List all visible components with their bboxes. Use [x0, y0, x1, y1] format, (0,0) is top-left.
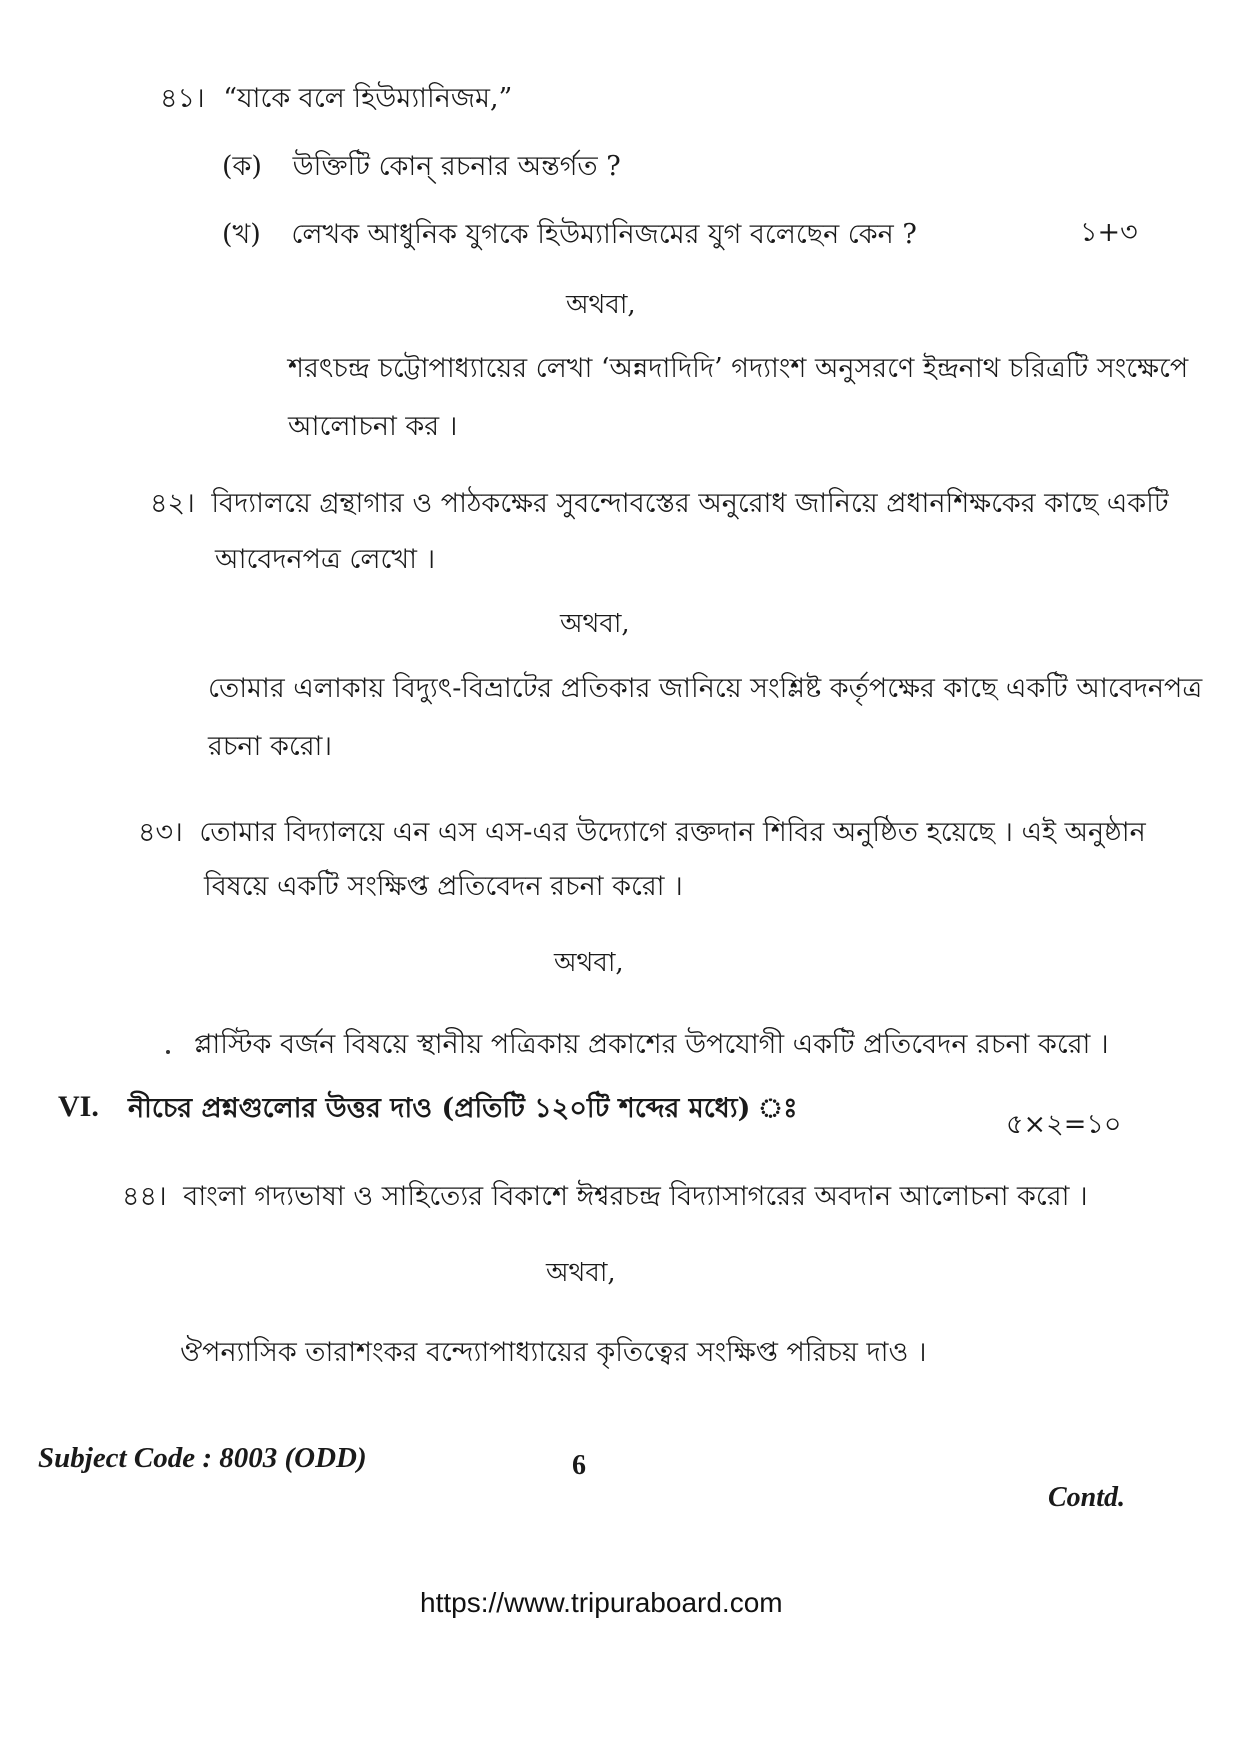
section-label: VI.: [58, 1090, 99, 1123]
question-number: ৪৩।: [138, 817, 183, 848]
section-marks: ৫×২=১০: [1006, 1109, 1122, 1140]
or-separator: অথবা,: [554, 948, 624, 978]
alternative-question-line: আলোচনা কর ।: [288, 411, 458, 442]
question-text-line: বিষয়ে একটি সংক্ষিপ্ত প্রতিবেদন রচনা করো ।: [204, 871, 683, 902]
or-separator: অথবা,: [560, 609, 630, 639]
question-quote: “যাকে বলে হিউম্যানিজম,”: [223, 83, 513, 114]
sub-question-label: (ক): [222, 151, 262, 182]
or-separator: অথবা,: [546, 1258, 616, 1288]
question-43: [138, 816, 1146, 850]
sub-question-a: [222, 150, 621, 184]
or-separator: অথবা,: [566, 290, 636, 320]
sub-question-text: উক্তিটি কোন্ রচনার অন্তর্গত ?: [292, 151, 621, 182]
question-text-line: আবেদনপত্র লেখো ।: [215, 544, 436, 575]
subject-code: Subject Code : 8003 (ODD): [38, 1442, 367, 1474]
question-41: [160, 82, 512, 116]
sub-question-b: [222, 218, 917, 252]
question-text: বাংলা গদ্যভাষা ও সাহিত্যের বিকাশে ঈশ্বরচন্দ্র বিদ্যাসাগরের অবদান আলোচনা করো ।: [183, 1181, 1088, 1212]
sub-question-label: (খ): [222, 219, 261, 250]
marks: ১+৩: [1080, 217, 1138, 248]
question-text: বিদ্যালয়ে গ্রন্থাগার ও পাঠকক্ষের সুবন্দোবস্তের অনুরোধ জানিয়ে প্রধানশিক্ষকের কাছে একটি: [211, 488, 1169, 519]
question-number: ৪২।: [150, 488, 195, 519]
alternative-question-line: ঔপন্যাসিক তারাশংকর বন্দ্যোপাধ্যায়ের কৃতিত্বের সংক্ষিপ্ত পরিচয় দাও ।: [180, 1337, 927, 1368]
alternative-question-line: রচনা করো।: [208, 731, 333, 762]
question-42: [150, 487, 1169, 521]
question-number: ৪৪।: [122, 1181, 167, 1212]
page-number: 6: [572, 1450, 586, 1481]
section-instruction: নীচের প্রশ্নগুলোর উত্তর দাও (প্রতিটি ১২০টি শব্দের মধ্যে) ঃ: [128, 1093, 798, 1124]
continued-label: Contd.: [1048, 1482, 1126, 1513]
website-url[interactable]: https://www.tripuraboard.com: [420, 1587, 783, 1618]
speck: [166, 1050, 170, 1054]
alternative-question-line: তোমার এলাকায় বিদ্যুৎ-বিভ্রাটের প্রতিকার জানিয়ে সংশ্লিষ্ট কর্তৃপক্ষের কাছে একটি আবেদনপত্র: [208, 673, 1203, 704]
question-text: তোমার বিদ্যালয়ে এন এস এস-এর উদ্যোগে রক্তদান শিবির অনুষ্ঠিত হয়েছে । এই অনুষ্ঠান: [199, 817, 1146, 848]
question-number: ৪১।: [160, 83, 205, 114]
question-44: [122, 1180, 1088, 1214]
sub-question-text: লেখক আধুনিক যুগকে হিউম্যানিজমের যুগ বলেছেন কেন ?: [291, 219, 917, 250]
alternative-question-line: প্লাস্টিক বর্জন বিষয়ে স্থানীয় পত্রিকায় প্রকাশের উপযোগী একটি প্রতিবেদন রচনা করো ।: [194, 1029, 1109, 1060]
alternative-question-line: শরৎচন্দ্র চট্টোপাধ্যায়ের লেখা ‘অন্নদাদিদি’ গদ্যাংশ অনুসরণে ইন্দ্রনাথ চরিত্রটি সংক্ষেপে: [288, 353, 1189, 384]
